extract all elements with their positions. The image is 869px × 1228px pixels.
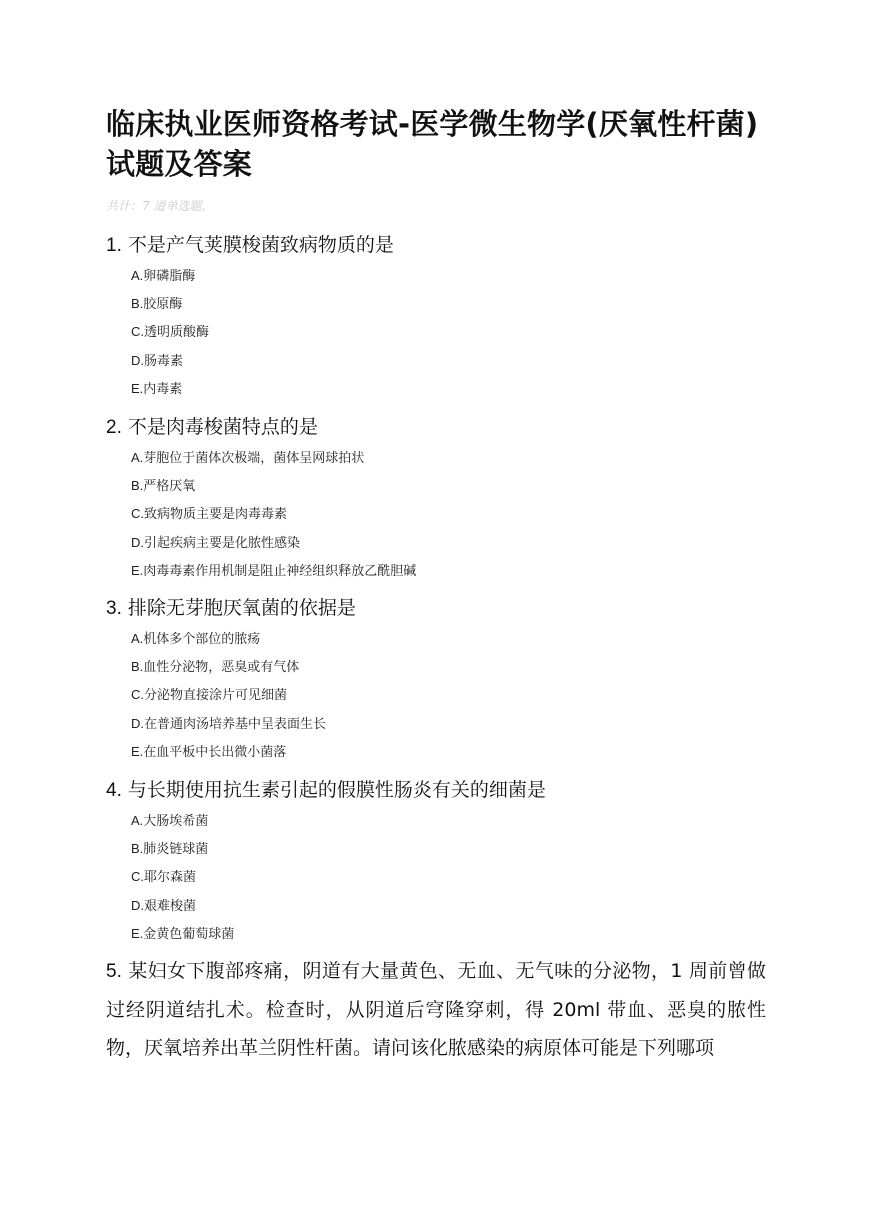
option-letter: E. bbox=[131, 925, 144, 941]
option-letter: E. bbox=[131, 743, 144, 759]
option-text: 在血平板中长出微小菌落 bbox=[143, 744, 287, 760]
option-letter: C. bbox=[131, 687, 144, 703]
option-letter: D. bbox=[131, 352, 144, 368]
option-e[interactable] bbox=[131, 379, 766, 407]
option-c[interactable] bbox=[131, 867, 766, 895]
option-text: 肺炎链球菌 bbox=[143, 842, 209, 858]
option-letter: D. bbox=[131, 534, 144, 550]
option-letter: A. bbox=[131, 450, 144, 465]
option-text: 芽胞位于菌体次极端，菌体呈网球拍状 bbox=[143, 451, 365, 466]
option-text: 金黄色葡萄球菌 bbox=[143, 926, 235, 942]
option-c[interactable] bbox=[131, 685, 766, 713]
question-number: 2. bbox=[106, 417, 122, 438]
option-text: 透明质酸酶 bbox=[144, 325, 210, 341]
option-text: 胶原酶 bbox=[143, 297, 183, 313]
option-text: 肉毒毒素作用机制是阻止神经组织释放乙酰胆碱 bbox=[143, 563, 417, 579]
question-5 bbox=[106, 952, 766, 1067]
question-stem bbox=[106, 594, 766, 623]
question-count-summary: 共计：7 道单选题, bbox=[106, 199, 206, 213]
option-list bbox=[106, 811, 766, 952]
option-d[interactable] bbox=[131, 896, 766, 924]
question-number: 4. bbox=[106, 780, 122, 801]
option-text: 引起疾病主要是化脓性感染 bbox=[144, 535, 301, 551]
option-e[interactable] bbox=[131, 742, 766, 770]
option-text: 耶尔森菌 bbox=[144, 870, 197, 886]
question-text: 某妇女下腹部疼痛，阴道有大量黄色、无血、无气味的分泌物，1 周前曾做过经阴道结扎术。检查时，从阴道后穹隆穿刺，得 20ml 带血、恶臭的脓性物，厌氧培养出革兰阴性杆菌。请问该化脓感染的病原体可能是下列哪项 bbox=[106, 960, 766, 1059]
option-letter: E. bbox=[131, 380, 144, 396]
option-letter: C. bbox=[131, 869, 144, 885]
question-number: 3. bbox=[106, 598, 122, 619]
option-letter: B. bbox=[131, 478, 144, 494]
option-letter: E. bbox=[131, 562, 144, 578]
option-b[interactable] bbox=[131, 294, 766, 322]
option-a[interactable] bbox=[131, 266, 766, 294]
option-c[interactable] bbox=[131, 504, 766, 532]
option-letter: D. bbox=[131, 715, 144, 731]
option-c[interactable] bbox=[131, 322, 766, 350]
question-text: 与长期使用抗生素引起的假膜性肠炎有关的细菌是 bbox=[127, 779, 546, 801]
option-text: 艰难梭菌 bbox=[144, 898, 197, 914]
option-letter: C. bbox=[131, 324, 144, 340]
option-d[interactable] bbox=[131, 351, 766, 379]
option-a[interactable] bbox=[131, 448, 766, 476]
option-b[interactable] bbox=[131, 839, 766, 867]
question-stem bbox=[106, 231, 766, 260]
option-d[interactable] bbox=[131, 533, 766, 561]
question-stem bbox=[106, 952, 766, 1067]
question-stem bbox=[106, 776, 766, 805]
option-e[interactable] bbox=[131, 924, 766, 952]
document-title: 临床执业医师资格考试-医学微生物学(厌氧性杆菌)试题及答案 bbox=[106, 107, 759, 181]
option-list bbox=[106, 448, 766, 589]
option-letter: C. bbox=[131, 506, 144, 522]
option-text: 内毒素 bbox=[143, 381, 183, 397]
option-list bbox=[106, 266, 766, 407]
option-e[interactable] bbox=[131, 561, 766, 589]
option-a[interactable] bbox=[131, 629, 766, 657]
option-list bbox=[106, 629, 766, 770]
option-d[interactable] bbox=[131, 714, 766, 742]
question-text: 不是肉毒梭菌特点的是 bbox=[127, 416, 318, 438]
option-text: 大肠埃希菌 bbox=[143, 814, 209, 829]
question-4 bbox=[106, 776, 766, 952]
option-letter: B. bbox=[131, 296, 144, 312]
option-a[interactable] bbox=[131, 811, 766, 839]
option-letter: A. bbox=[131, 268, 144, 283]
option-letter: B. bbox=[131, 659, 144, 675]
question-text: 排除无芽胞厌氧菌的依据是 bbox=[127, 597, 356, 619]
option-text: 严格厌氧 bbox=[143, 479, 196, 495]
option-letter: A. bbox=[131, 813, 144, 828]
question-1 bbox=[106, 231, 766, 407]
question-text: 不是产气荚膜梭菌致病物质的是 bbox=[127, 234, 394, 256]
option-text: 致病物质主要是肉毒毒素 bbox=[144, 507, 288, 523]
option-text: 机体多个部位的脓疡 bbox=[143, 632, 261, 647]
question-number: 5. bbox=[106, 961, 122, 982]
option-text: 分泌物直接涂片可见细菌 bbox=[144, 688, 288, 704]
option-letter: D. bbox=[131, 897, 144, 913]
question-number: 1. bbox=[106, 235, 122, 256]
option-b[interactable] bbox=[131, 476, 766, 504]
question-2 bbox=[106, 413, 766, 589]
option-text: 肠毒素 bbox=[144, 353, 184, 369]
option-text: 卵磷脂酶 bbox=[143, 269, 196, 284]
question-stem bbox=[106, 413, 766, 442]
option-letter: A. bbox=[131, 631, 144, 646]
option-b[interactable] bbox=[131, 657, 766, 685]
option-text: 在普通肉汤培养基中呈表面生长 bbox=[144, 716, 327, 732]
question-3 bbox=[106, 594, 766, 770]
option-letter: B. bbox=[131, 841, 144, 857]
option-text: 血性分泌物，恶臭或有气体 bbox=[143, 660, 300, 676]
